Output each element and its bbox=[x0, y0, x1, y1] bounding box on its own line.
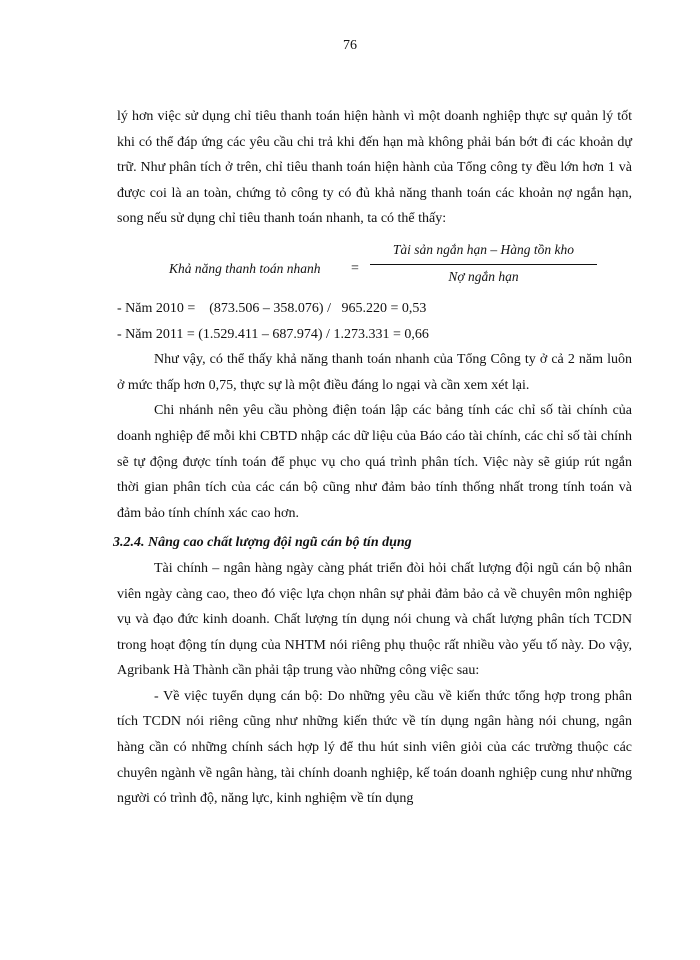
formula-label: Khả năng thanh toán nhanh bbox=[169, 260, 321, 276]
quick-ratio-formula bbox=[117, 238, 632, 296]
formula-denominator: Nợ ngắn hạn bbox=[448, 268, 519, 284]
page-number: 76 bbox=[343, 38, 357, 53]
paragraph-conclusion: Như vậy, có thể thấy khả năng thanh toán nhanh của Tổng Công ty ở cả 2 năm luôn ở mức thấp hơn 0,75, thực sự là một điều đáng lo ngại và cần xem xét lại. bbox=[117, 352, 632, 393]
section-heading: 3.2.4. Nâng cao chất lượng đội ngũ cán bộ tín dụng bbox=[113, 535, 412, 551]
calc-2010: - Năm 2010 = (873.506 – 358.076) / 965.220 = 0,53 bbox=[117, 300, 427, 316]
paragraph-recommendation: Chi nhánh nên yêu cầu phòng điện toán lập các bảng tính các chỉ số tài chính của doanh nghiệp để mỗi khi CBTD nhập các dữ liệu của Báo cáo tài chính, các chỉ số tài chính sẽ tự động được tính toán để phục vụ cho quá trình phân tích. Việc này sẽ giúp rút ngắn thời gian phân tích của các cán bộ cũng như đảm bảo tính thống nhất trong tính toán và đảm bảo tính chính xác cao hơn. bbox=[117, 403, 632, 521]
document-body bbox=[113, 104, 632, 812]
paragraph-intro: lý hơn việc sử dụng chỉ tiêu thanh toán hiện hành vì một doanh nghiệp thực sự quản lý tốt khi có thể đáp ứng các yêu cầu chi trả khi đến hạn mà không phải bán bớt đi các khoản dự trữ. Như phân tích ở trên, chỉ tiêu thanh toán hiện hành của Tổng công ty đều lớn hơn 1 và được coi là an toàn, chứng tỏ công ty có đủ khả năng thanh toán các khoản nợ ngắn hạn, song nếu sử dụng chỉ tiêu thanh toán nhanh, ta có thể thấy: bbox=[117, 109, 632, 227]
formula-equals: = bbox=[351, 260, 359, 276]
formula-fraction bbox=[370, 238, 597, 289]
paragraph-recruitment: - Về việc tuyển dụng cán bộ: Do những yêu cầu về kiến thức tổng hợp trong phân tích TCDN nói riêng cũng như những kiến thức về tín dụng ngân hàng nói chung, ngân hàng cần có những chính sách hợp lý để thu hút sinh viên giỏi của các trường thuộc các chuyên ngành về ngân hàng, tài chính doanh nghiệp, kế toán doanh nghiệp cung như những người có trình độ, năng lực, kinh nghiệm về tín dụng bbox=[117, 688, 632, 807]
calc-2011: - Năm 2011 = (1.529.411 – 687.974) / 1.273.331 = 0,66 bbox=[117, 326, 429, 342]
paragraph-section-intro: Tài chính – ngân hàng ngày càng phát triển đòi hỏi chất lượng đội ngũ cán bộ nhân viên ngày càng cao, theo đó việc lựa chọn nhân sự phải đảm bảo cả về chuyên môn nghiệp vụ và đạo đức kinh doanh. Chất lượng tín dụng nói chung và chất lượng phân tích TCDN trong hoạt động tín dụng của NHTM nói riêng phụ thuộc rất nhiều vào yếu tố này. Do vậy, Agribank Hà Thành cần phải tập trung vào những công việc sau: bbox=[117, 560, 632, 679]
formula-numerator: Tài sản ngắn hạn – Hàng tồn kho bbox=[392, 241, 575, 257]
